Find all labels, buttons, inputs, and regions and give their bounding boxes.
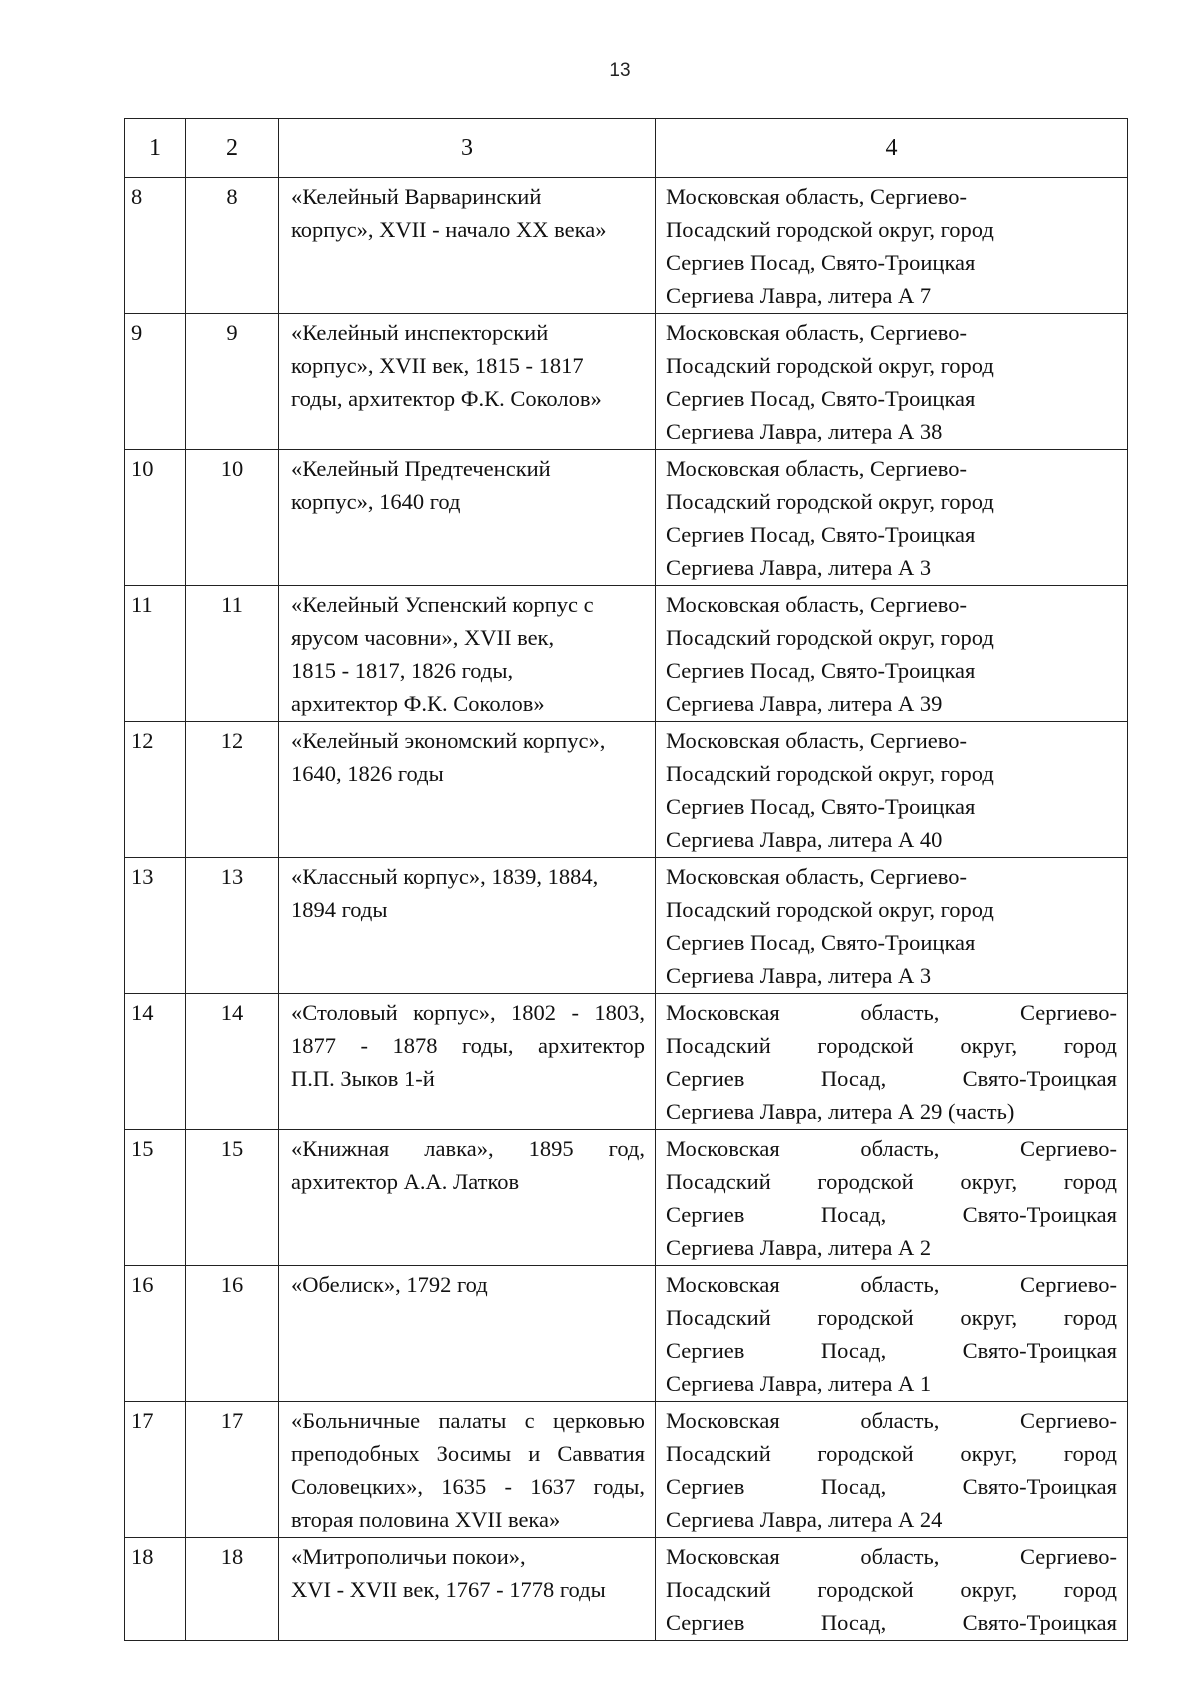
object-address-line: Посадский городской округ, город xyxy=(666,1305,1117,1330)
object-address-line: Сергиев Посад, Свято-Троицкая xyxy=(666,930,976,955)
row-number-cell: 12 xyxy=(125,722,186,858)
object-name-cell xyxy=(279,178,656,314)
table-row xyxy=(125,1130,1128,1266)
table-row xyxy=(125,178,1128,314)
object-number-cell: 12 xyxy=(186,722,279,858)
object-name-line: корпус», XVII - начало XX века» xyxy=(291,217,607,242)
row-number-cell: 9 xyxy=(125,314,186,450)
row-number-cell: 11 xyxy=(125,586,186,722)
object-name-line: «Классный корпус», 1839, 1884, xyxy=(291,864,599,889)
object-name-cell xyxy=(279,722,656,858)
object-address-line: Сергиев Посад, Свято-Троицкая xyxy=(666,794,976,819)
object-address-line: Московская область, Сергиево- xyxy=(666,592,967,617)
object-address-line: Московская область, Сергиево- xyxy=(666,1408,1117,1433)
header-col-2: 2 xyxy=(186,119,279,178)
object-number-cell: 15 xyxy=(186,1130,279,1266)
object-address-cell xyxy=(656,994,1128,1130)
object-address-line: Сергиева Лавра, литера А 1 xyxy=(666,1371,932,1396)
table-header-row xyxy=(125,119,1128,178)
object-address-line: Московская область, Сергиево- xyxy=(666,728,967,753)
object-name-line: 1877 - 1878 годы, архитектор xyxy=(291,1033,645,1058)
object-address-cell xyxy=(656,1538,1128,1641)
object-name-line: «Келейный Предтеченский xyxy=(291,456,551,481)
object-name-line: XVI - XVII век, 1767 - 1778 годы xyxy=(291,1577,606,1602)
table-body xyxy=(125,178,1128,1641)
object-address-line: Сергиев Посад, Свято-Троицкая xyxy=(666,250,976,275)
object-number-cell: 10 xyxy=(186,450,279,586)
object-name-line: «Келейный Успенский корпус с xyxy=(291,592,594,617)
object-address-line: Посадский городской округ, город xyxy=(666,489,994,514)
object-name-line: «Митрополичьи покои», xyxy=(291,1544,526,1569)
object-address-line: Сергиева Лавра, литера А 24 xyxy=(666,1507,943,1532)
object-name-line: преподобных Зосимы и Савватия xyxy=(291,1441,645,1466)
object-address-line: Сергиева Лавра, литера А 38 xyxy=(666,419,943,444)
object-number-cell: 14 xyxy=(186,994,279,1130)
object-name-cell xyxy=(279,1130,656,1266)
object-name-line: ярусом часовни», XVII век, xyxy=(291,625,555,650)
object-name-cell xyxy=(279,1402,656,1538)
row-number-cell: 18 xyxy=(125,1538,186,1641)
row-number-cell: 8 xyxy=(125,178,186,314)
object-address-line: Сергиев Посад, Свято-Троицкая xyxy=(666,1202,1117,1227)
object-address-line: Московская область, Сергиево- xyxy=(666,1272,1117,1297)
table-row xyxy=(125,722,1128,858)
row-number-cell: 15 xyxy=(125,1130,186,1266)
object-address-line: Сергиев Посад, Свято-Троицкая xyxy=(666,1610,1117,1635)
object-address-line: Сергиева Лавра, литера А 29 (часть) xyxy=(666,1099,1015,1124)
object-name-line: вторая половина XVII века» xyxy=(291,1507,561,1532)
object-name-cell xyxy=(279,858,656,994)
object-address-line: Посадский городской округ, город xyxy=(666,353,994,378)
object-address-line: Посадский городской округ, город xyxy=(666,1169,1117,1194)
object-address-cell xyxy=(656,586,1128,722)
row-number-cell: 17 xyxy=(125,1402,186,1538)
object-name-line: 1894 годы xyxy=(291,897,388,922)
object-name-line: «Келейный экономский корпус», xyxy=(291,728,606,753)
table-row xyxy=(125,994,1128,1130)
row-number-cell: 13 xyxy=(125,858,186,994)
object-address-line: Посадский городской округ, город xyxy=(666,1577,1117,1602)
row-number-cell: 16 xyxy=(125,1266,186,1402)
table-row xyxy=(125,314,1128,450)
object-name-line: «Книжная лавка», 1895 год, xyxy=(291,1136,645,1161)
object-address-cell xyxy=(656,1402,1128,1538)
object-address-line: Посадский городской округ, город xyxy=(666,761,994,786)
object-address-line: Сергиева Лавра, литера А 3 xyxy=(666,963,932,988)
table-row xyxy=(125,1402,1128,1538)
object-address-line: Сергиева Лавра, литера А 2 xyxy=(666,1235,932,1260)
object-name-line: «Келейный Варваринский xyxy=(291,184,542,209)
object-name-line: корпус», XVII век, 1815 - 1817 xyxy=(291,353,584,378)
header-col-3: 3 xyxy=(279,119,656,178)
object-name-cell xyxy=(279,1266,656,1402)
object-address-line: Сергиев Посад, Свято-Троицкая xyxy=(666,1066,1117,1091)
object-address-line: Московская область, Сергиево- xyxy=(666,320,967,345)
object-address-line: Сергиева Лавра, литера А 7 xyxy=(666,283,932,308)
object-address-cell xyxy=(656,858,1128,994)
header-col-1: 1 xyxy=(125,119,186,178)
object-name-line: «Больничные палаты с церковью xyxy=(291,1408,645,1433)
table-row xyxy=(125,450,1128,586)
object-address-line: Сергиев Посад, Свято-Троицкая xyxy=(666,1474,1117,1499)
object-address-cell xyxy=(656,178,1128,314)
row-number-cell: 14 xyxy=(125,994,186,1130)
object-address-line: Посадский городской округ, город xyxy=(666,625,994,650)
object-number-cell: 11 xyxy=(186,586,279,722)
object-address-line: Московская область, Сергиево- xyxy=(666,1136,1117,1161)
object-number-cell: 13 xyxy=(186,858,279,994)
object-name-cell xyxy=(279,1538,656,1641)
object-number-cell: 17 xyxy=(186,1402,279,1538)
object-number-cell: 9 xyxy=(186,314,279,450)
object-number-cell: 16 xyxy=(186,1266,279,1402)
object-address-line: Сергиев Посад, Свято-Троицкая xyxy=(666,1338,1117,1363)
object-address-cell xyxy=(656,450,1128,586)
object-address-cell xyxy=(656,314,1128,450)
object-address-line: Московская область, Сергиево- xyxy=(666,456,967,481)
object-name-line: 1640, 1826 годы xyxy=(291,761,444,786)
header-col-4: 4 xyxy=(656,119,1128,178)
object-name-line: «Столовый корпус», 1802 - 1803, xyxy=(291,1000,645,1025)
heritage-objects-table xyxy=(124,118,1128,1641)
object-address-line: Сергиева Лавра, литера А 39 xyxy=(666,691,943,716)
page-number: 13 xyxy=(609,60,631,81)
object-address-line: Посадский городской округ, город xyxy=(666,897,994,922)
object-name-cell xyxy=(279,586,656,722)
table-row xyxy=(125,1266,1128,1402)
object-name-line: «Келейный инспекторский xyxy=(291,320,549,345)
object-name-line: годы, архитектор Ф.К. Соколов» xyxy=(291,386,602,411)
object-address-cell xyxy=(656,722,1128,858)
object-name-cell xyxy=(279,450,656,586)
object-name-line: архитектор А.А. Латков xyxy=(291,1169,520,1194)
row-number-cell: 10 xyxy=(125,450,186,586)
table-row xyxy=(125,858,1128,994)
object-name-line: 1815 - 1817, 1826 годы, xyxy=(291,658,514,683)
object-address-line: Московская область, Сергиево- xyxy=(666,184,967,209)
object-address-line: Московская область, Сергиево- xyxy=(666,1544,1117,1569)
object-name-line: «Обелиск», 1792 год xyxy=(291,1272,488,1297)
object-address-line: Посадский городской округ, город xyxy=(666,217,994,242)
object-address-line: Московская область, Сергиево- xyxy=(666,1000,1117,1025)
object-name-line: П.П. Зыков 1-й xyxy=(291,1066,435,1091)
object-number-cell: 18 xyxy=(186,1538,279,1641)
object-address-line: Посадский городской округ, город xyxy=(666,1441,1117,1466)
object-name-cell xyxy=(279,994,656,1130)
object-name-line: Соловецких», 1635 - 1637 годы, xyxy=(291,1474,645,1499)
object-name-cell xyxy=(279,314,656,450)
object-address-line: Сергиев Посад, Свято-Троицкая xyxy=(666,522,976,547)
table-row xyxy=(125,1538,1128,1641)
object-number-cell: 8 xyxy=(186,178,279,314)
object-name-line: корпус», 1640 год xyxy=(291,489,461,514)
object-address-line: Сергиева Лавра, литера А 3 xyxy=(666,555,932,580)
object-address-cell xyxy=(656,1266,1128,1402)
object-name-line: архитектор Ф.К. Соколов» xyxy=(291,691,545,716)
object-address-line: Московская область, Сергиево- xyxy=(666,864,967,889)
object-address-line: Посадский городской округ, город xyxy=(666,1033,1117,1058)
table-row xyxy=(125,586,1128,722)
object-address-line: Сергиев Посад, Свято-Троицкая xyxy=(666,386,976,411)
object-address-cell xyxy=(656,1130,1128,1266)
object-address-line: Сергиева Лавра, литера А 40 xyxy=(666,827,943,852)
object-address-line: Сергиев Посад, Свято-Троицкая xyxy=(666,658,976,683)
